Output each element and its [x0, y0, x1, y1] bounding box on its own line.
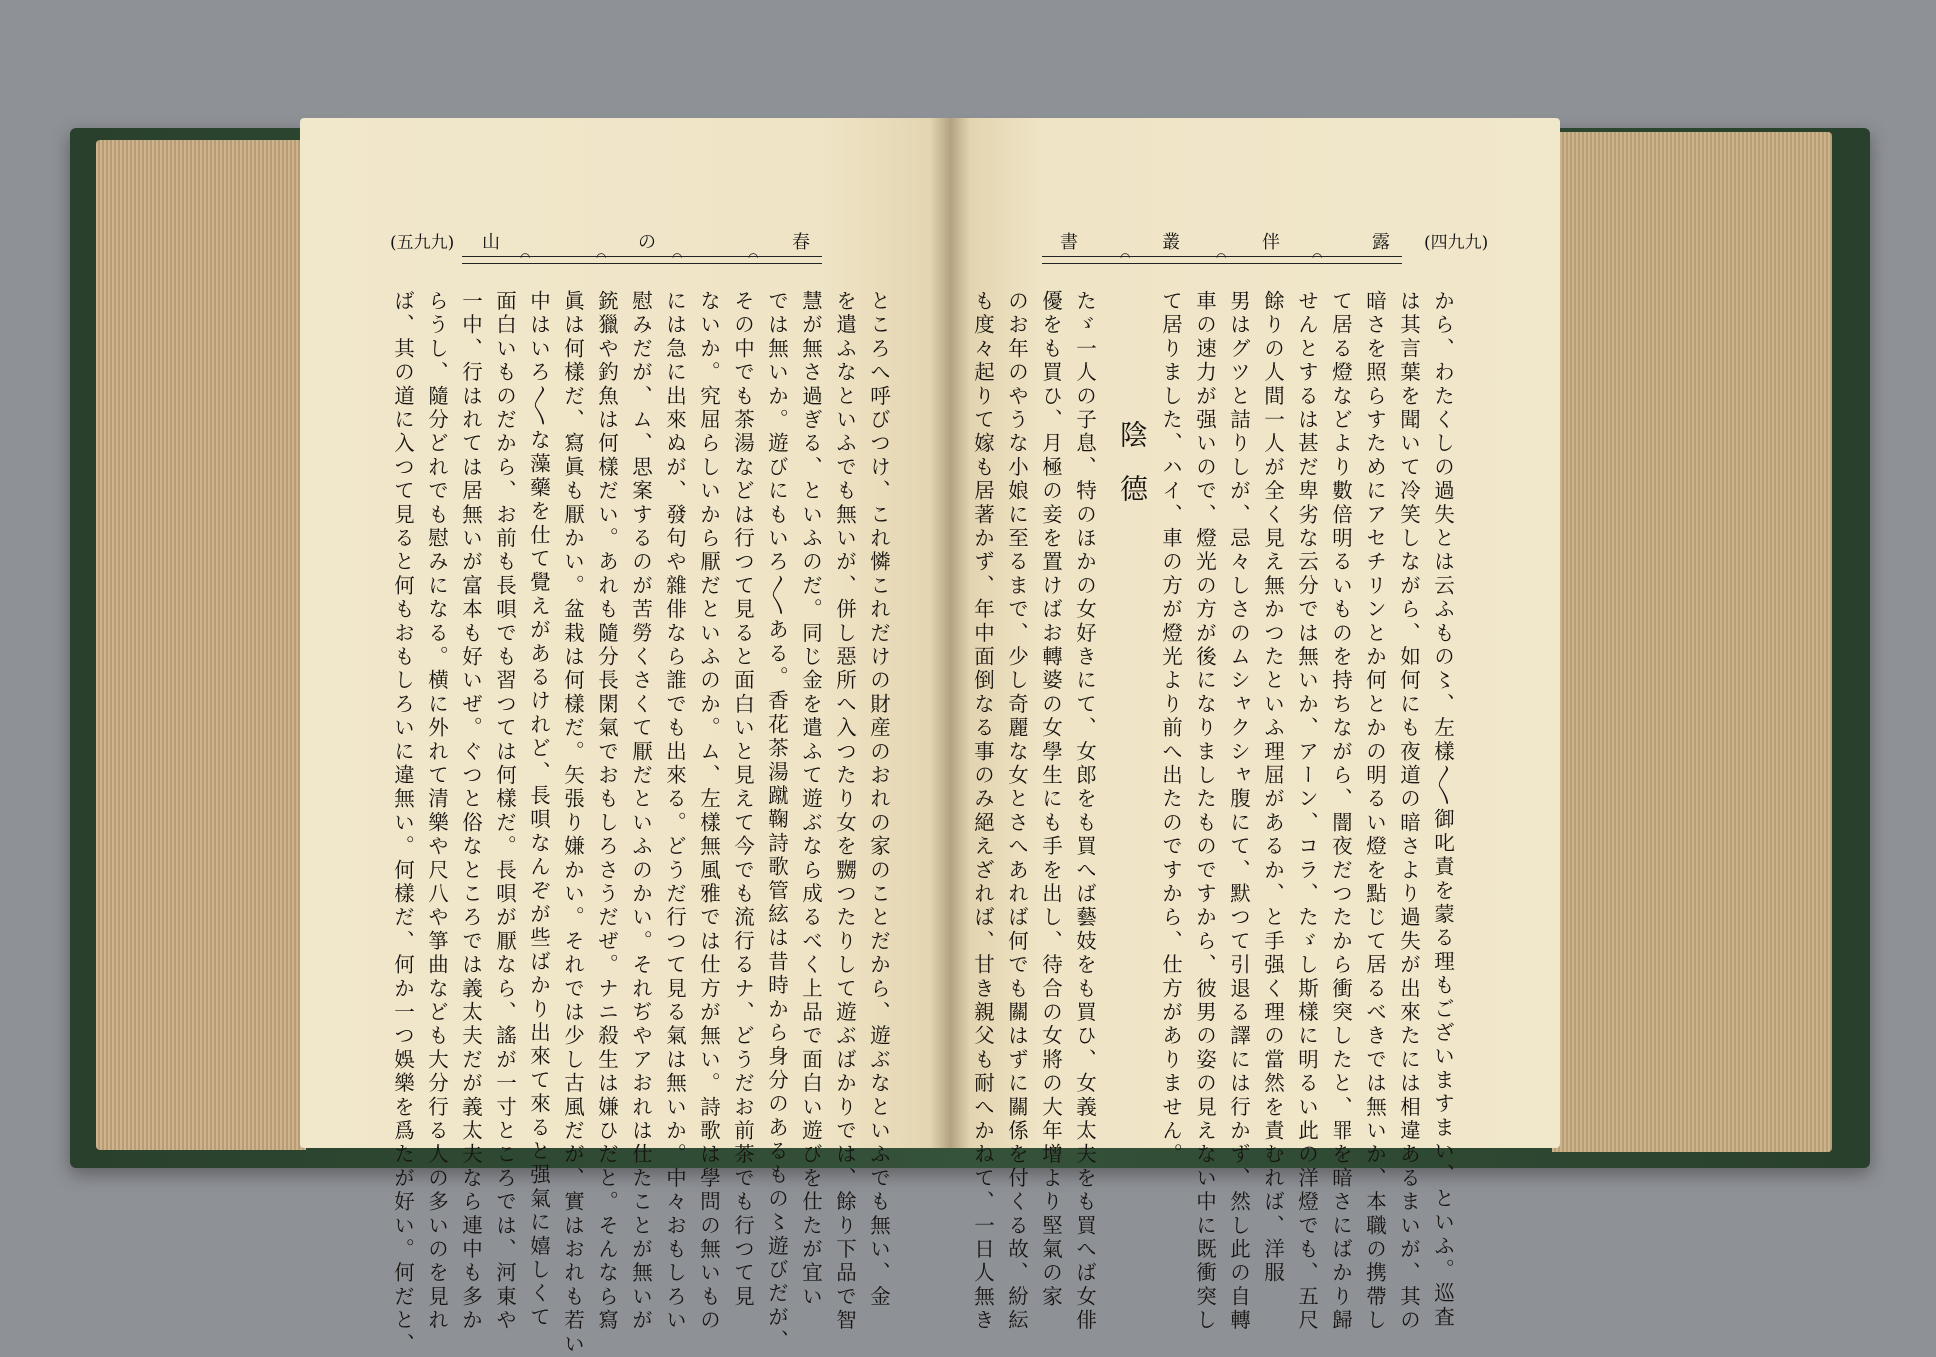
header-ornament: ◠	[1120, 250, 1131, 264]
right-running-title-char: 伴	[1262, 232, 1280, 253]
text-column: て居りました、ハイ、車の方が燈光より前へ出たのですから、仕方がありません。	[1158, 290, 1183, 1167]
right-running-title-char: 露	[1372, 232, 1390, 253]
text-column: らうし、隨分どれでも慰みになる。横に外れて清樂や尺八や箏曲なども大分行る人の多いのを見れ	[424, 290, 449, 1333]
text-column: 男はグツと詰りしが、忌々しさのムシャクシャ腹にて、默つて引退る譯には行かず、然し此の自轉	[1226, 290, 1251, 1333]
left-running-title-char: 春	[792, 232, 810, 253]
text-column: を遣ふなといふでも無いが、併し惡所へ入つたり女を嬲つたりして遊ぶばかりでは、餘り下品で智	[832, 290, 857, 1333]
text-column: 暗さを照らすためにアセチリンとか何とかの明るい燈を點じて居るべきでは無いか、本職の携帶し	[1362, 290, 1387, 1333]
book-gutter	[930, 118, 970, 1148]
header-ornament: ◠	[520, 250, 531, 264]
header-ornament: ◠	[748, 250, 759, 264]
text-column: ないか。究屈らしいから厭だといふのか。ム、左樣無風雅では仕方が無い。詩歌は學問の無いもの	[696, 290, 721, 1333]
text-column: も度々起りて嫁も居著かず、年中面倒なる事のみ絕えざれば、甘き親父も耐へかねて、一日人無き	[970, 290, 995, 1333]
header-ornament: ◠	[672, 250, 683, 264]
left-running-title-char: 山	[482, 232, 500, 253]
text-column: ば、其の道に入つて見ると何もおもしろいに違無い。何樣だ、何か一つ娛樂を爲たが好い。何だと、	[390, 290, 415, 1357]
right-page-number: (四九九)	[1424, 233, 1489, 253]
header-ornament: ◠	[596, 250, 607, 264]
text-column: には急に出來ぬが、發句や雜俳なら誰でも出來る。どうだ行つて見る氣は無いか。中々おもしろい	[662, 290, 687, 1333]
text-column: たゞ一人の子息、特のほかの女好きにて、女郎をも買へば藝妓をも買ひ、女義太夫をも買へば女俳	[1072, 290, 1097, 1333]
text-column: は其言葉を聞いて冷笑しながら、如何にも夜道の暗さより過失が出來たには相違あるまいが、其の	[1396, 290, 1421, 1333]
right-running-title-char: 叢	[1162, 232, 1180, 253]
text-column: 眞は何樣だ、寫眞も厭かい。盆栽は何樣だ。矢張り嫌かい。それでは少し古風だが、實はおれも若い	[560, 290, 585, 1357]
text-column: 慧が無さ過ぎる、といふのだ。同じ金を遣ふて遊ぶなら成るべく上品で面白い遊びを仕たが宜い	[798, 290, 823, 1310]
text-column: 中はいろ〳〵な藻藥を仕て覺えがあるけれど、長唄なんぞが些ばかり出來て來ると强氣に嬉しくて	[526, 290, 551, 1330]
text-column: 一中、行はれては居無いが富本も好いぜ。ぐつと俗なところでは義太夫だが義太夫なら連中も多か	[458, 290, 483, 1333]
left-running-title-char: の	[638, 232, 656, 253]
text-column: のお年のやうな小娘に至るまで、少し奇麗な女とさへあれば何でも關はずに關係を付くる故、紛紜	[1004, 290, 1029, 1333]
text-column: 面白いものだから、お前も長唄でも習つては何樣だ。長唄が厭なら、謠が一寸ところでは、河東や	[492, 290, 517, 1333]
text-column: から、わたくしの過失とは云ふもの〻、左樣〳〵御叱責を蒙る理もございますまい、といふ。巡査	[1430, 290, 1455, 1330]
text-column: 銃獵や釣魚は何樣だい。あれも隨分長閑氣でおもしろさうだぜ。ナニ殺生は嫌ひだと。そんなら寫	[594, 290, 619, 1333]
right-page-edges	[1552, 132, 1832, 1152]
left-page-edges	[96, 140, 306, 1150]
text-column: 車の速力が强いので、燈光の方が後になりましたものですから、彼男の姿の見えない中に既衝突し	[1192, 290, 1217, 1333]
text-column: その中でも茶湯などは行つて見ると面白いと見えて今でも流行るナ、どうだお前茶でも行つて見	[730, 290, 755, 1310]
text-column: せんとするは甚だ卑劣な云分では無いか、アーン、コラ、たゞし斯樣に明るい此の洋燈でも、五尺	[1294, 290, 1319, 1333]
header-ornament: ◠	[1312, 250, 1323, 264]
header-ornament: ◠	[1216, 250, 1227, 264]
left-header-rule	[462, 256, 822, 264]
text-column: 慰みだが、ム、思案するのが苦勞くさくて厭だといふのかい。それぢやアおれは仕たことが無いが	[628, 290, 653, 1333]
text-column: では無いか。遊びにもいろ〳〵ある。香花茶湯蹴鞠詩歌管絃は昔時から身分のあるもの〻遊びだが、	[764, 290, 789, 1354]
section-title: 陰德	[1116, 420, 1149, 528]
text-column: て居る燈などより數倍明るいものを持ちながら、闇夜だつたから衝突したと、罪を暗さにばかり歸	[1328, 290, 1353, 1333]
text-column: ところへ呼びつけ、これ憐これだけの財産のおれの家のことだから、遊ぶなといふでも無い、金	[866, 290, 891, 1310]
text-column: 優をも買ひ、月極の妾を置けばお轉婆の女學生にも手を出し、待合の女將の大年增より堅氣の家	[1038, 290, 1063, 1310]
text-column: 餘りの人間一人が全く見え無かつたといふ理屈があるか、と手强く理の當然を責むれば、洋服	[1260, 290, 1285, 1286]
left-page-number: (五九九)	[390, 233, 455, 253]
right-running-title-char: 書	[1060, 232, 1078, 253]
